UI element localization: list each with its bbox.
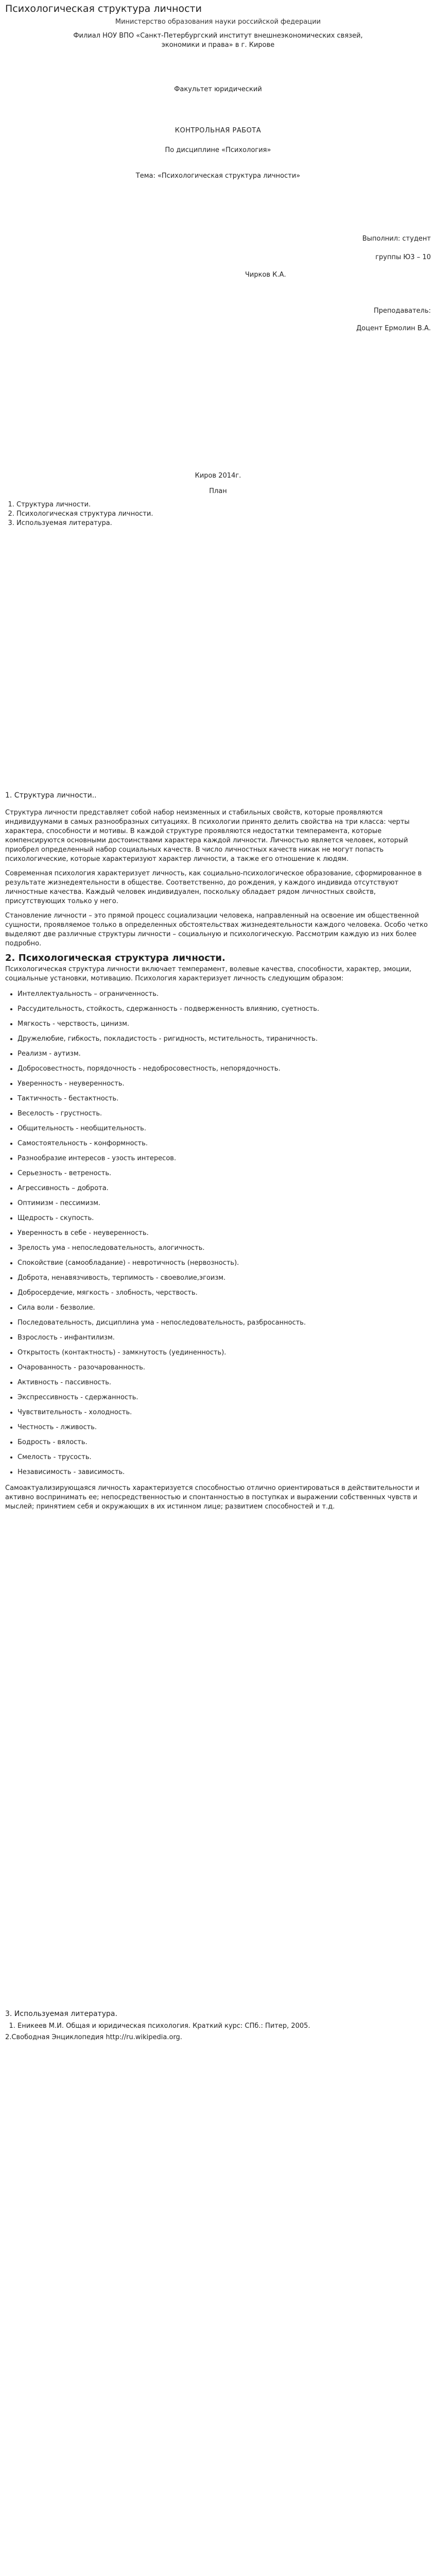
plan-item: 1. Структура личности. — [16, 500, 431, 510]
section-1-paragraph: Современная психология характеризует личность, как социально-психологическое образование, сформированное в результате жизнедеятельности в обществе. Соответственно, до рождения, у каждого индивида отсутствуют личностные качества. Каждый человек индивидуален, поскольку обладает рядом личностных свойств, присутствующих только у него. — [5, 870, 422, 905]
trait-item: • Интеллектуальность – ограниченность. — [18, 990, 431, 999]
group-label: группы Ю3 – 10 — [375, 253, 431, 261]
section-3-title: 3. Используемая литература. — [5, 2010, 117, 2018]
plan-title: План — [209, 487, 227, 495]
trait-item: • Очарованность - разочарованность. — [18, 1363, 431, 1372]
trait-item: • Открытость (контактность) - замкнутость (уединенность). — [18, 1348, 431, 1358]
branch-line-2: экономики и права» в г. Кирове — [161, 41, 275, 49]
reference-item: 1. Еникеев М.И. Общая и юридическая психология. Краткий курс: СПб.: Питер, 2005. — [18, 2022, 431, 2031]
trait-item: • Последовательность, дисциплина ума - непоследовательность, разбросанность. — [18, 1318, 431, 1328]
ministry-line: Министерство образования науки российской федерации — [115, 18, 321, 26]
plan-list — [5, 500, 431, 528]
teacher-name: Доцент Ермолин В.А. — [356, 325, 431, 332]
trait-item: • Добросовестность, порядочность - недобросовестность, непорядочность. — [18, 1064, 431, 1074]
trait-item: • Экспрессивность - сдержанность. — [18, 1393, 431, 1402]
teacher-label: Преподаватель: — [374, 307, 431, 315]
trait-item: • Агрессивность – доброта. — [18, 1184, 431, 1193]
trait-item: • Мягкость - черствость, цинизм. — [18, 1020, 431, 1029]
trait-item: • Серьезность - ветреность. — [18, 1169, 431, 1178]
trait-item: • Уверенность - неуверенность. — [18, 1079, 431, 1089]
references-list — [5, 2022, 431, 2031]
trait-item: • Бодрость - вялость. — [18, 1438, 431, 1447]
section-2-title: 2. Психологическая структура личности. — [5, 953, 225, 963]
city-year: Киров 2014г. — [195, 472, 241, 480]
trait-item: • Смелость - трусость. — [18, 1453, 431, 1462]
work-type: КОНТРОЛЬНАЯ РАБОТА — [175, 127, 261, 134]
trait-item: • Разнообразие интересов - узость интересов. — [18, 1154, 431, 1163]
trait-item: • Взрослость - инфантилизм. — [18, 1333, 431, 1343]
trait-item: • Веселость - грустность. — [18, 1109, 431, 1118]
student-name: Чирков К.А. — [245, 271, 286, 279]
trait-item: • Активность - пассивность. — [18, 1378, 431, 1387]
trait-item: • Независимость - зависимость. — [18, 1468, 431, 1477]
document-page — [0, 3, 436, 2042]
section-1-paragraph: Структура личности представляет собой набор неизменных и стабильных свойств, которые проявляются индивидуумами в самых разнообразных ситуациях. В психологии принято делить свойства на три класса: черты характера, способности и мотивы. В каждой структуре проявляются недостатки темперамента, которые компенсируются основными достоинствами характера каждой личности. Личностью является человек, который приобрел определенный набор социальных качеств. В число личностных качеств никак не могут попасть психологические, которые характеризуют характер личности, а также его отношение к людям. — [5, 809, 410, 863]
trait-item: • Рассудительность, стойкость, сдержанность - подверженность влиянию, суетность. — [18, 1005, 431, 1014]
section-1-title: 1. Структура личности.. — [5, 791, 97, 800]
reference-item: 2.Свободная Энциклопедия http://ru.wikipedia.org. — [5, 2033, 182, 2041]
trait-item: • Сила воли - безволие. — [18, 1303, 431, 1313]
trait-item: • Тактичность - бестактность. — [18, 1094, 431, 1104]
trait-item: • Самостоятельность - конформность. — [18, 1139, 431, 1148]
section-2-intro: Психологическая структура личности включает темперамент, волевые качества, способности, характер, эмоции, социальные установки, мотивацию. Психология характеризует личность следующим образом: — [5, 965, 412, 982]
trait-item: • Уверенность в себе - неуверенность. — [18, 1229, 431, 1238]
faculty-line: Факультет юридический — [174, 86, 262, 93]
trait-item: • Щедрость - скупость. — [18, 1214, 431, 1223]
trait-item: • Доброта, ненавязчивость, терпимость - своеволие,эгоизм. — [18, 1274, 431, 1283]
trait-item: • Честность - лживость. — [18, 1423, 431, 1432]
trait-item: • Общительность - необщительность. — [18, 1124, 431, 1133]
section-2-outro: Самоактуализирующаяся личность характеризуется способностью отлично ориентироваться в действительности и активно воспринимать ее; непосредственностью и спонтанностью в поступках и выражении собственных чувств и мыслей; принятием себя и окружающих в их истинном лице; развитием способностей и т.д. — [5, 1484, 420, 1511]
section-1-paragraph: Становление личности – это прямой процесс социализации человека, направленный на освоение им общественной сущности, проявляемое только в определенных обстоятельствах жизнедеятельности каждого человека. Особо четко выделяют две различные структуры личности – социальную и психологическую. Рассмотрим каждую из них более подробно. — [5, 912, 428, 947]
trait-item: • Спокойствие (самообладание) - невротичность (нервозность). — [18, 1259, 431, 1268]
trait-item: • Добросердечие, мягкость - злобность, черствость. — [18, 1289, 431, 1298]
document-title: Психологическая структура личности — [5, 3, 202, 14]
plan-item: 3. Используемая литература. — [16, 519, 431, 528]
trait-item: • Реализм - аутизм. — [18, 1049, 431, 1059]
performed-label: Выполнил: студент — [362, 235, 431, 243]
branch-line-1: Филиал НОУ ВПО «Санкт-Петербургский институт внешнеэкономических связей, — [73, 32, 363, 40]
topic-line: Тема: «Психологическая структура личности» — [135, 172, 301, 180]
trait-item: • Дружелюбие, гибкость, покладистость - ригидность, мстительность, тираничность. — [18, 1035, 431, 1044]
plan-item: 2. Психологическая структура личности. — [16, 510, 431, 519]
trait-item: • Зрелость ума - непоследовательность, алогичность. — [18, 1244, 431, 1253]
discipline-line: По дисциплине «Психология» — [165, 146, 271, 154]
traits-list — [5, 990, 431, 1477]
trait-item: • Чувствительность - холодность. — [18, 1408, 431, 1417]
trait-item: • Оптимизм - пессимизм. — [18, 1199, 431, 1208]
